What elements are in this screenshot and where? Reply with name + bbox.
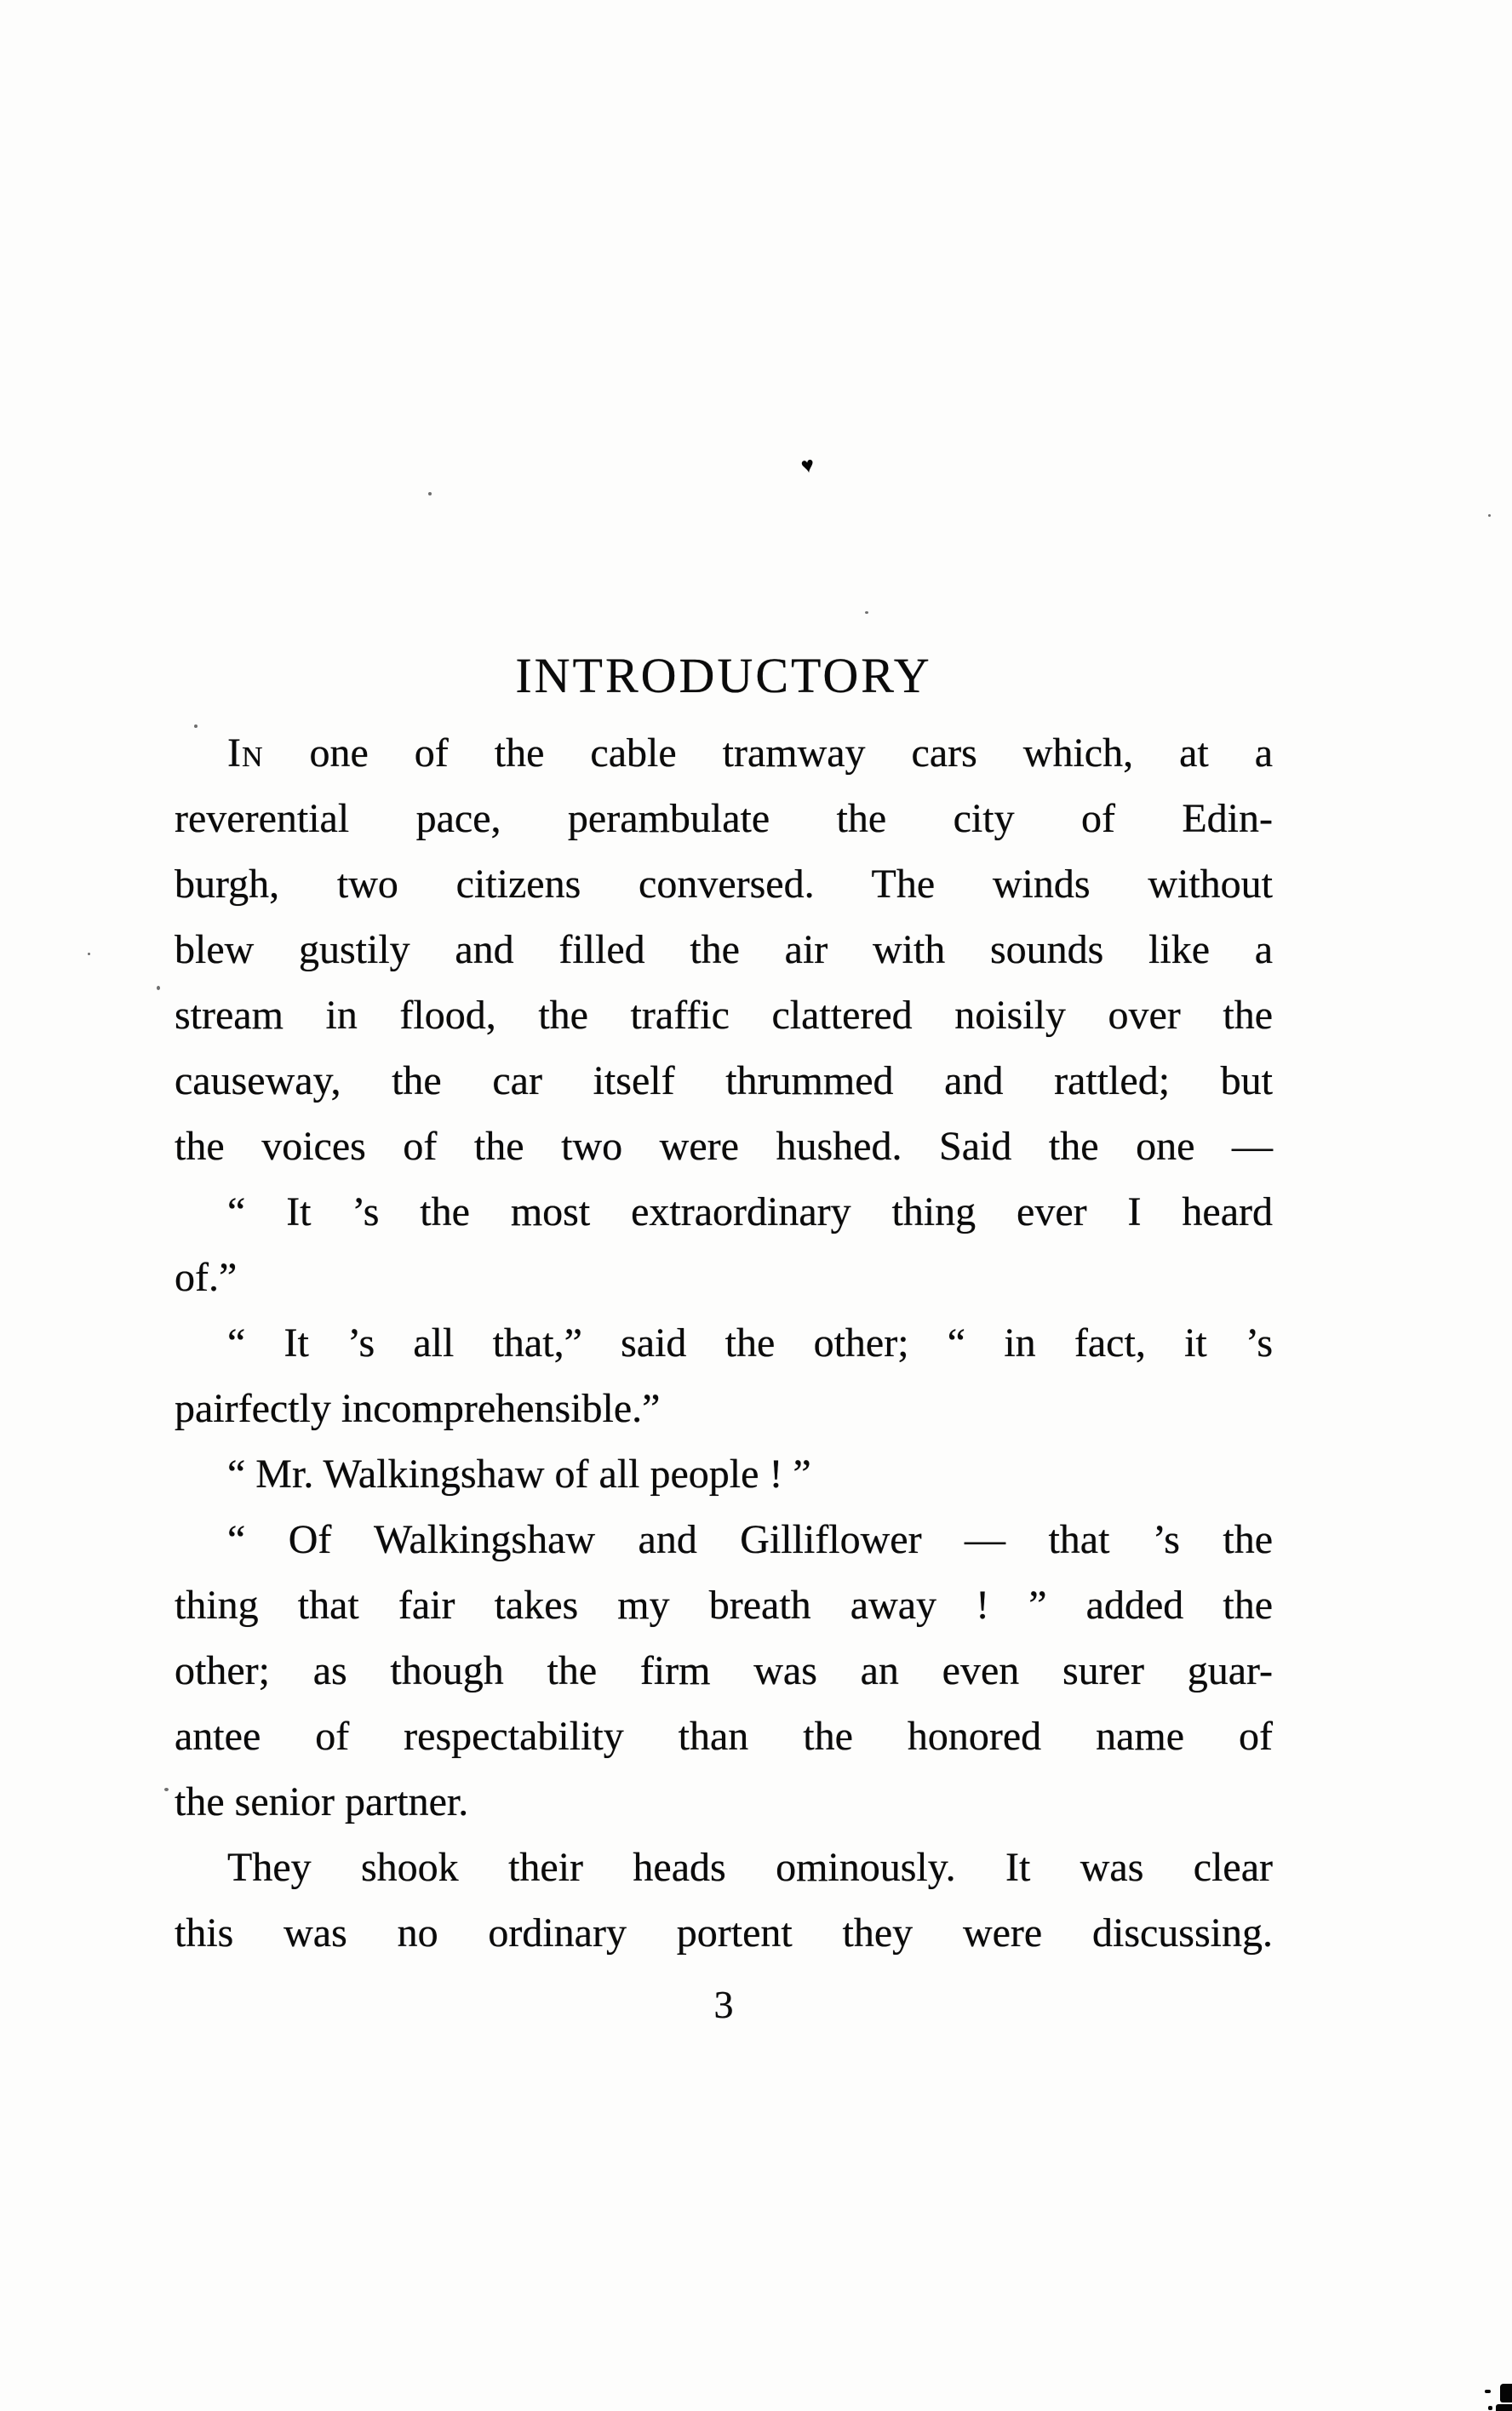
body-text bbox=[175, 720, 1273, 1966]
scan-speck bbox=[157, 986, 160, 990]
page-edge-mark bbox=[1485, 2390, 1491, 2393]
scan-speck bbox=[1488, 514, 1491, 517]
text-line: They shook their heads ominously. It was clear bbox=[227, 1845, 1273, 1890]
text-line: “ Of Walkingshaw and Gilliflower — that ’s the bbox=[227, 1517, 1273, 1562]
text-line: burgh, two citizens conversed. The winds without bbox=[175, 862, 1273, 907]
page-edge-mark bbox=[1500, 2384, 1512, 2402]
text-line: “ Mr. Walkingshaw of all people ! ” bbox=[227, 1452, 811, 1497]
text-line: the voices of the two were hushed. Said the one — bbox=[175, 1124, 1273, 1169]
text-line: antee of respectability than the honored name of bbox=[175, 1714, 1273, 1759]
text-line: stream in flood, the traffic clattered noisily over the bbox=[175, 993, 1273, 1038]
text-line: pairfectly incomprehensible.” bbox=[175, 1386, 661, 1431]
scan-speck bbox=[428, 492, 432, 495]
text-line: of.” bbox=[175, 1255, 238, 1300]
text-line: reverential pace, perambulate the city of Edin- bbox=[175, 796, 1273, 841]
text-line: this was no ordinary portent they were discussing. bbox=[175, 1910, 1273, 1956]
text-line: other; as though the firm was an even surer guar- bbox=[175, 1648, 1273, 1693]
paragraph-lead: In bbox=[227, 730, 264, 776]
text-line: “ It ’s all that,” said the other; “ in fact, it ’s bbox=[227, 1320, 1273, 1366]
scan-speck bbox=[194, 724, 198, 728]
scan-speck bbox=[865, 611, 868, 614]
text-line: blew gustily and filled the air with sounds like a bbox=[175, 927, 1273, 972]
page-edge-mark bbox=[1496, 2404, 1512, 2411]
text-line: causeway, the car itself thrummed and rattled; but bbox=[175, 1058, 1273, 1103]
text-line: the senior partner. bbox=[175, 1779, 469, 1824]
scan-speck bbox=[164, 1788, 169, 1791]
scan-speck bbox=[88, 953, 90, 955]
ink-ornament-mark: ♥ bbox=[799, 451, 816, 479]
text-line: thing that fair takes my breath away ! ” added the bbox=[175, 1583, 1273, 1628]
text-line-rest: one of the cable tramway cars which, at a bbox=[263, 730, 1273, 776]
text-line bbox=[175, 720, 1273, 786]
page-title: INTRODUCTORY bbox=[515, 647, 932, 703]
page-number: 3 bbox=[713, 1983, 734, 2026]
text-line: “ It ’s the most extraordinary thing ever I heard bbox=[227, 1189, 1273, 1234]
page-edge-mark bbox=[1488, 2406, 1492, 2410]
